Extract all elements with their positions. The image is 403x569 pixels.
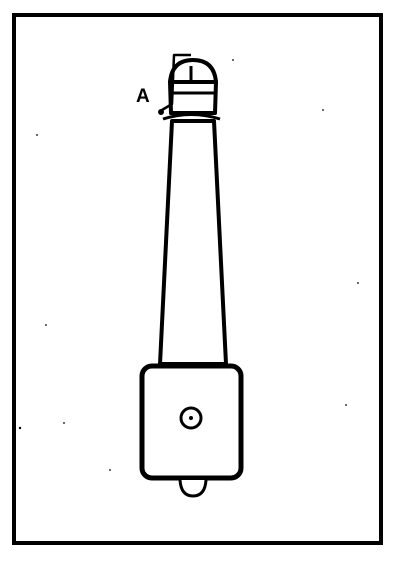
bottom-nub <box>180 480 206 496</box>
callout-label-a: A <box>136 86 150 107</box>
knob-band <box>170 82 216 113</box>
knob-dome <box>170 60 216 82</box>
pendulum-rod <box>160 121 226 364</box>
callout-dot <box>158 109 164 115</box>
center-hole-inner <box>189 416 193 420</box>
